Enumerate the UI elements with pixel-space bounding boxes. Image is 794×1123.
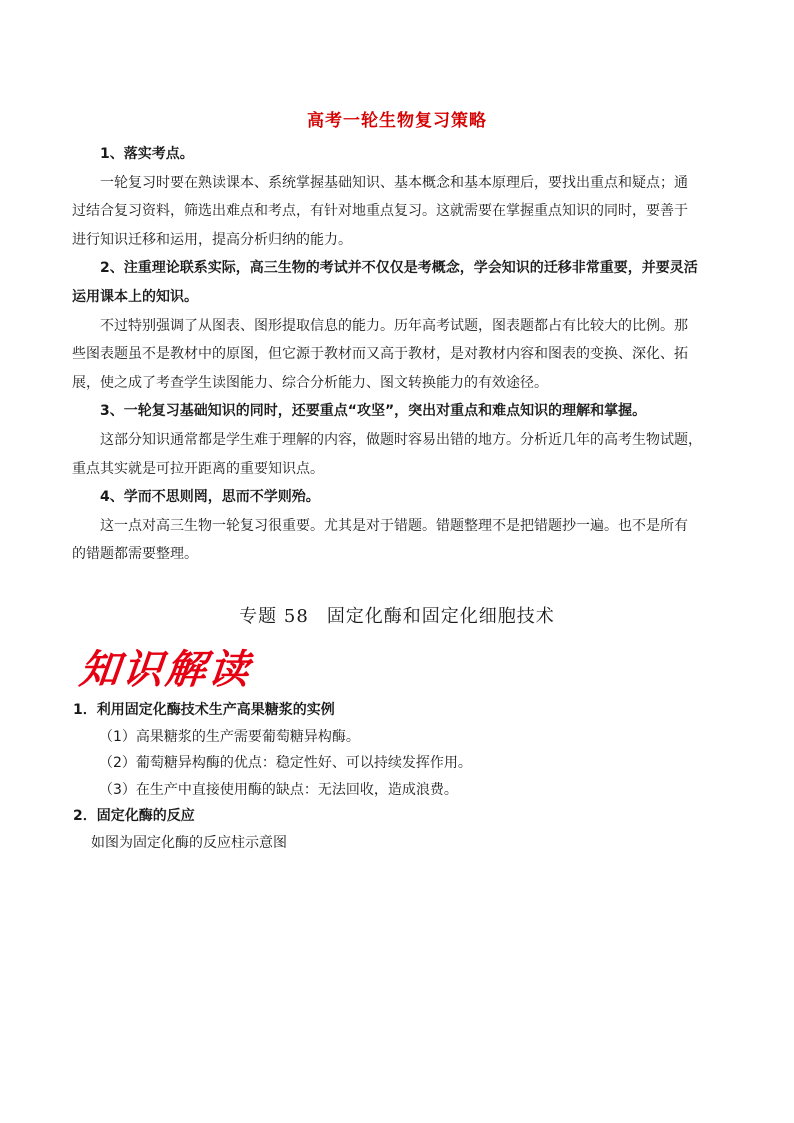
strategy-title: 高考一轮生物复习策略 [307,111,487,131]
knowledge-item-3: （3）在生产中直接使用酶的缺点：无法回收，造成浪费。 [99,781,458,798]
strategy-paragraph-1-line-1: 一轮复习时要在熟读课本、系统掌握基础知识、基本概念和基本原理后，要找出重点和疑点；通 [100,174,688,191]
topic-name: 固定化酶和固定化细胞技术 [326,606,555,627]
topic-label: 专题 58 [239,606,309,627]
strategy-paragraph-3-line-2: 重点其实就是可拉开距离的重要知识点。 [72,460,324,477]
strategy-paragraph-4-line-1: 这一点对高三生物一轮复习很重要。尤其是对于错题。错题整理不是把错题抄一遍。也不是所有 [100,517,688,534]
strategy-paragraph-1-line-2: 过结合复习资料，筛选出难点和考点，有针对地重点复习。这就需要在掌握重点知识的同时，要善于 [72,203,688,220]
knowledge-item-1: （1）高果糖浆的生产需要葡萄糖异构酶。 [99,728,360,745]
knowledge-heading-1: 1．利用固定化酶技术生产高果糖浆的实例 [73,702,335,718]
strategy-heading-4: 4、学而不思则罔，思而不学则殆。 [100,489,320,506]
strategy-paragraph-2-line-1: 不过特别强调了从图表、图形提取信息的能力。历年高考试题，图表题都占有比较大的比例。那 [100,317,688,334]
strategy-paragraph-1-line-3: 进行知识迁移和运用，提高分析归纳的能力。 [72,231,352,248]
strategy-paragraph-2-line-2: 些图表题虽不是教材中的原图，但它源于教材而又高于教材，是对教材内容和图表的变换、深化、拓 [72,346,688,363]
knowledge-section [73,697,733,856]
knowledge-banner: 知识解读 [77,646,255,693]
strategy-heading-2-line-2: 运用课本上的知识。 [72,288,198,305]
strategy-heading-1: 1、落实考点。 [100,146,194,162]
strategy-body [72,140,732,569]
strategy-paragraph-3-line-1: 这部分知识通常都是学生难于理解的内容，做题时容易出错的地方。分析近几年的高考生物试题， [100,431,702,448]
strategy-paragraph-2-line-3: 展，使之成了考查学生读图能力、综合分析能力、图文转换能力的有效途径。 [72,374,548,391]
strategy-heading-3: 3、一轮复习基础知识的同时，还要重点“攻坚”，突出对重点和难点知识的理解和掌握。 [100,403,647,420]
topic-title [0,602,794,628]
knowledge-heading-2: 2．固定化酶的反应 [73,808,195,824]
strategy-heading-2-line-1: 2、注重理论联系实际，高三生物的考试并不仅仅是考概念，学会知识的迁移非常重要，并要灵活 [100,260,698,277]
knowledge-item-2: （2）葡萄糖异构酶的优点：稳定性好、可以持续发挥作用。 [99,755,472,771]
strategy-paragraph-4-line-2: 的错题都需要整理。 [72,546,198,563]
knowledge-text: 如图为固定化酶的反应柱示意图 [91,834,287,851]
